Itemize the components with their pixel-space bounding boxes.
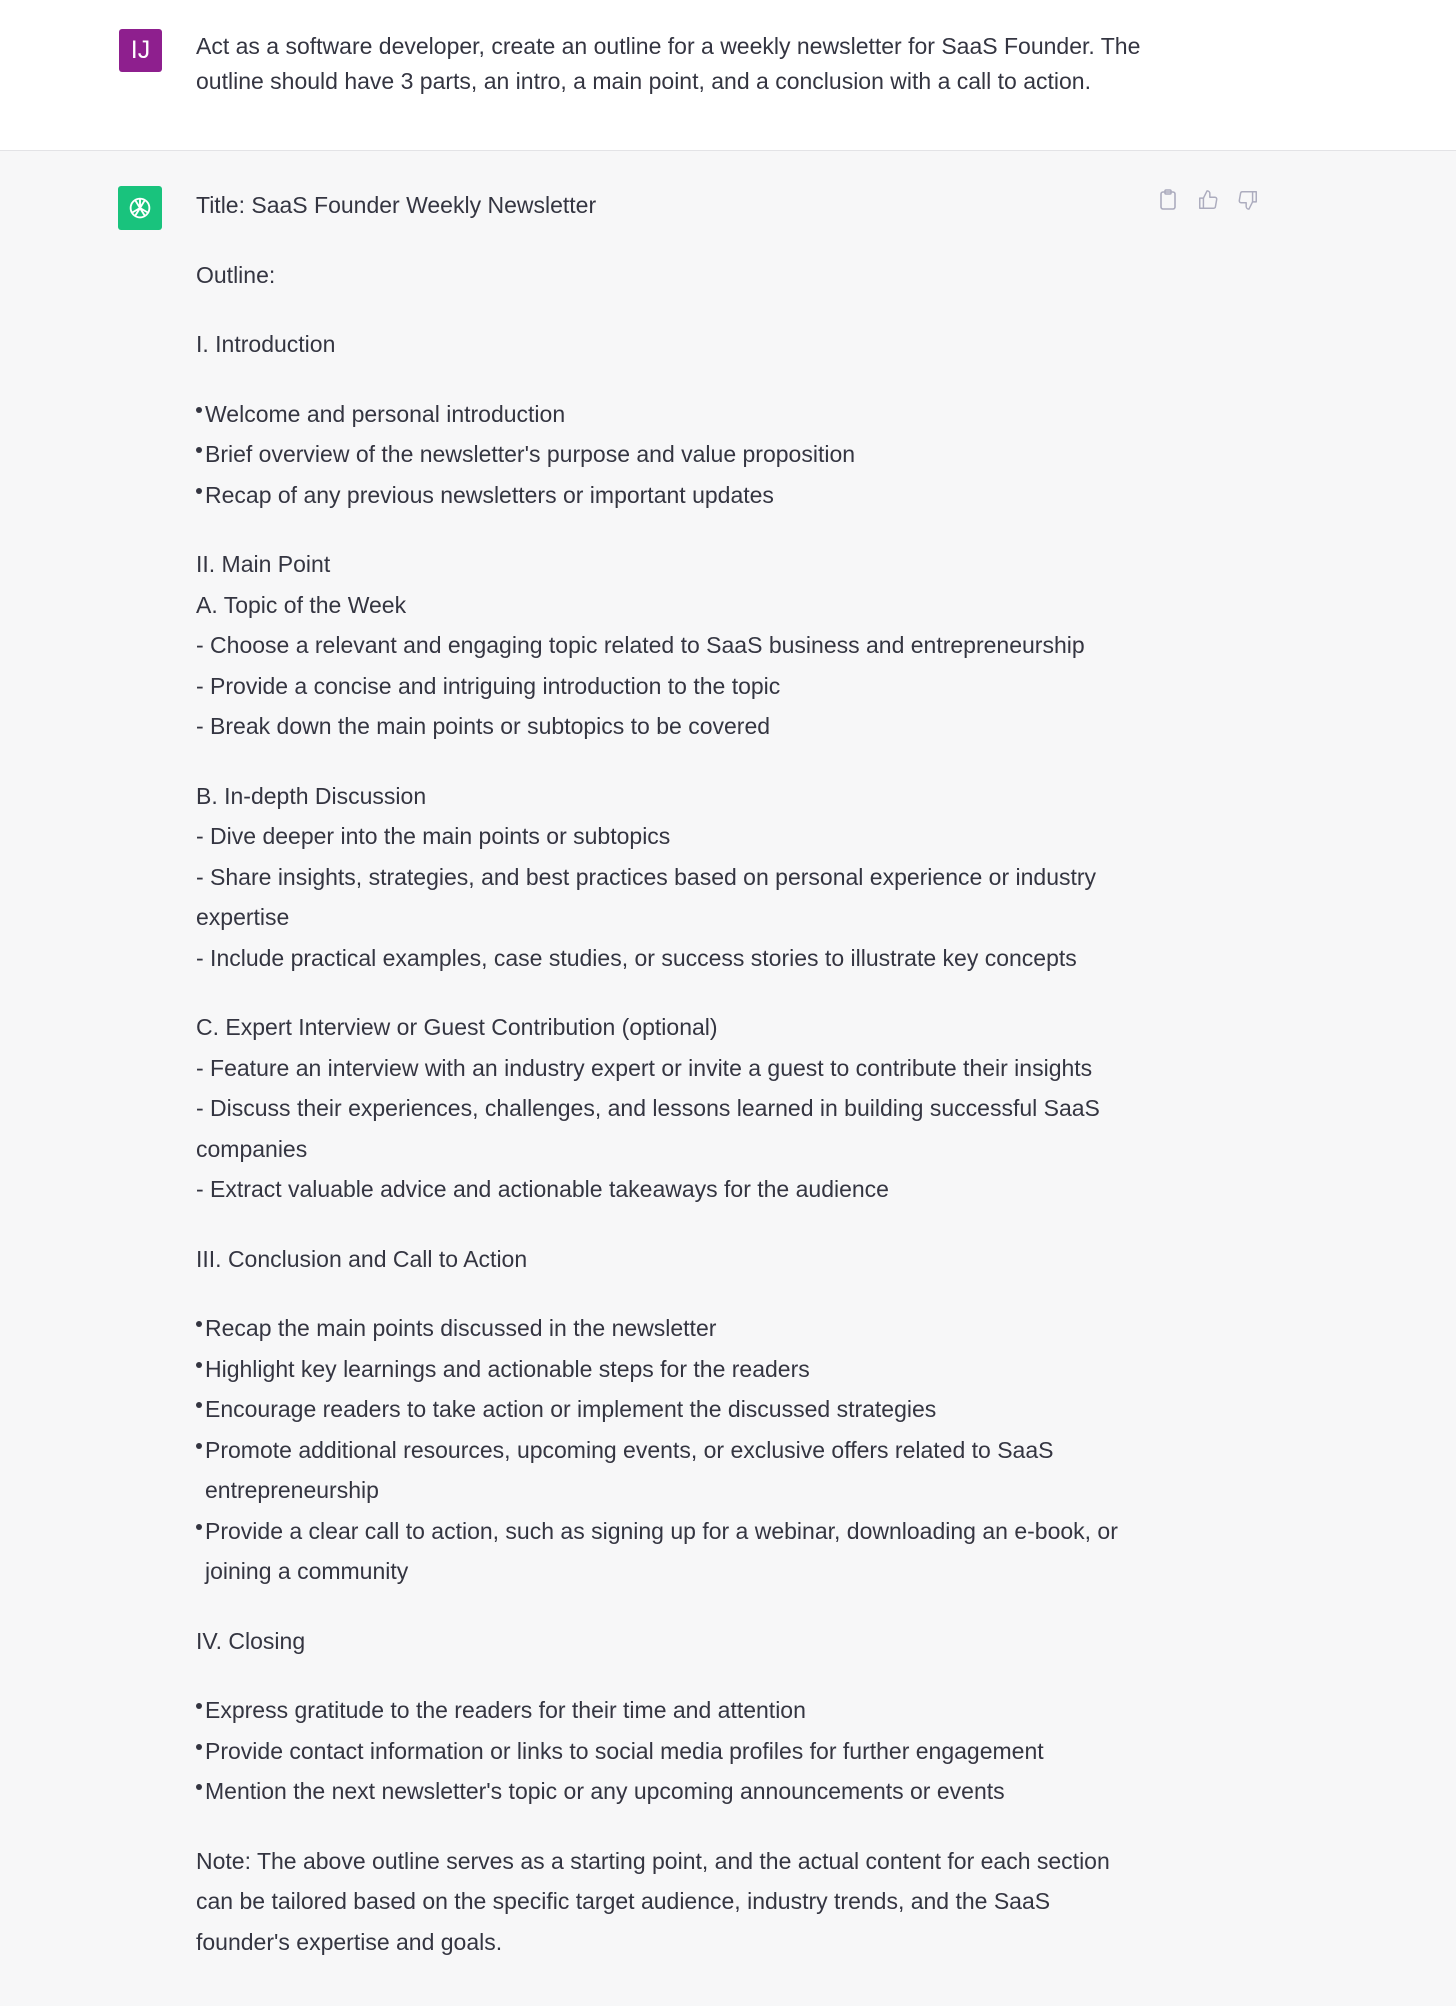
discussion-line: - Include practical examples, case studies, or success stories to illustrate key concepts [196, 944, 1077, 971]
list-item: Recap of any previous newsletters or important updates [205, 475, 1136, 516]
topic-line: - Choose a relevant and engaging topic related to SaaS business and entrepreneurship [196, 632, 1085, 658]
clipboard-icon [1158, 189, 1178, 211]
intro-list [196, 394, 1136, 516]
conclusion-heading: III. Conclusion and Call to Action [196, 1245, 528, 1272]
list-item: Welcome and personal introduction [205, 394, 1136, 435]
list-item: Recap the main points discussed in the newsletter [205, 1308, 1136, 1349]
main-point-section [196, 544, 1136, 747]
topic-heading: A. Topic of the Week [196, 591, 407, 618]
topic-line: - Break down the main points or subtopics to be covered [196, 713, 771, 739]
conclusion-list [196, 1308, 1136, 1592]
list-item: Promote additional resources, upcoming events, or exclusive offers related to SaaS entrepreneurship [205, 1430, 1136, 1511]
list-item: Mention the next newsletter's topic or any upcoming announcements or events [205, 1771, 1136, 1812]
expert-section [196, 1007, 1136, 1210]
thumbs-up-icon [1197, 189, 1219, 211]
topic-line: - Provide a concise and intriguing introduction to the topic [196, 672, 781, 699]
list-item: Encourage readers to take action or implement the discussed strategies [205, 1389, 1136, 1430]
list-item: Brief overview of the newsletter's purpose and value proposition [205, 434, 1136, 475]
intro-heading: I. Introduction [196, 331, 336, 357]
openai-logo-icon [118, 186, 162, 230]
thumbs-down-icon [1237, 189, 1259, 211]
expert-line: - Discuss their experiences, challenges, and lessons learned in building successful SaaS companies [196, 1095, 1100, 1162]
outline-label: Outline: [196, 261, 276, 288]
list-item: Highlight key learnings and actionable steps for the readers [205, 1349, 1136, 1390]
thumbs-up-button[interactable] [1195, 187, 1221, 213]
discussion-section [196, 776, 1136, 979]
discussion-line: - Dive deeper into the main points or subtopics [196, 823, 671, 849]
list-item: Provide contact information or links to social media profiles for further engagement [205, 1731, 1136, 1772]
closing-list [196, 1690, 1136, 1812]
list-item: Express gratitude to the readers for their time and attention [205, 1690, 1136, 1731]
user-avatar: IJ [119, 29, 162, 72]
thumbs-down-button[interactable] [1235, 187, 1261, 213]
expert-heading: C. Expert Interview or Guest Contribution (optional) [196, 1014, 718, 1040]
expert-line: - Feature an interview with an industry expert or invite a guest to contribute their insights [196, 1054, 1093, 1081]
main-heading: II. Main Point [196, 551, 331, 577]
expert-line: - Extract valuable advice and actionable takeaways for the audience [196, 1176, 889, 1202]
discussion-heading: B. In-depth Discussion [196, 782, 427, 809]
discussion-line: - Share insights, strategies, and best practices based on personal experience or industry expertise [196, 863, 1097, 930]
message-actions [1155, 187, 1261, 213]
closing-heading: IV. Closing [196, 1627, 306, 1654]
note-paragraph: Note: The above outline serves as a starting point, and the actual content for each section can be tailored based on the specific target audience, industry trends, and the SaaS founder's expertise and goals. [196, 1847, 1110, 1955]
response-title: Title: SaaS Founder Weekly Newsletter [196, 192, 597, 218]
list-item: Provide a clear call to action, such as signing up for a webinar, downloading an e-book, or joining a community [205, 1511, 1136, 1592]
user-message-text: Act as a software developer, create an outline for a weekly newsletter for SaaS Founder. The outline should have 3 parts, an intro, a main point, and a conclusion with a call to action. [196, 33, 1141, 94]
user-message-block [0, 0, 1456, 151]
assistant-message-block [0, 151, 1456, 2006]
copy-button[interactable] [1155, 187, 1181, 213]
assistant-response [196, 185, 1136, 1991]
